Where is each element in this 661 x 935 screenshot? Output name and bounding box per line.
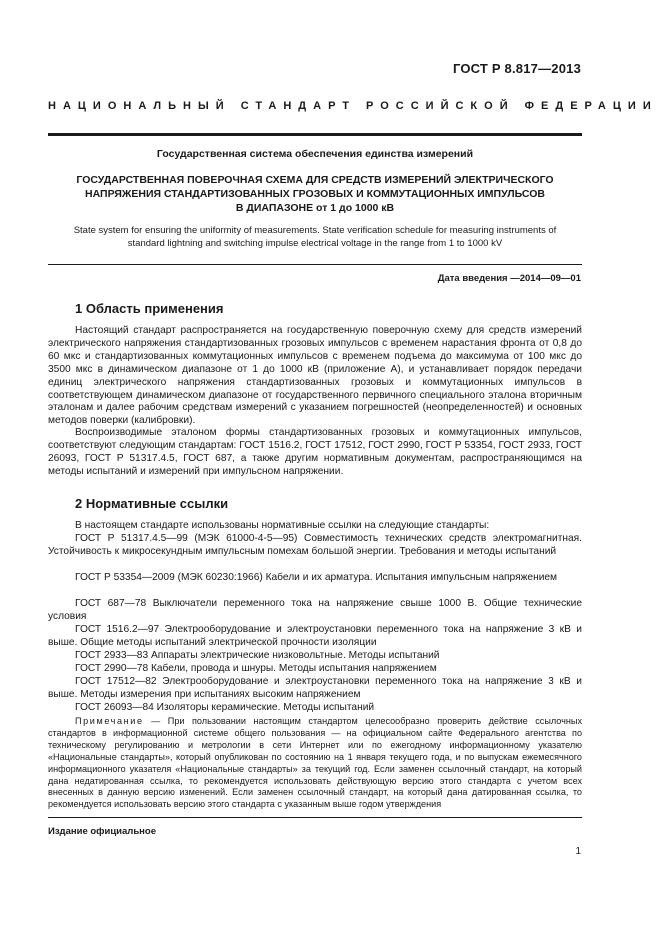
section-2-intro-text: В настоящем стандарте использованы нормативные ссылки на следующие стандарты: — [75, 520, 490, 531]
main-title-en-line2: standard lightning and switching impulse electrical voltage in the range from 1 to 1000 kV — [127, 238, 503, 249]
system-title: Государственная система обеспечения единства измерений — [156, 148, 474, 160]
reference-text: ГОСТ 2933—83 Аппараты электрические низковольтные. Методы испытаний — [75, 650, 440, 661]
reference-item — [48, 650, 582, 663]
reference-text: ГОСТ Р 51317.4.5—99 (МЭК 61000-4-5—95) Совместимость технических средств электромагнитная. Устойчивость к микросекундным импульсным помехам большой энергии. Требования и методы испытаний — [48, 533, 582, 557]
footer-divider — [48, 817, 582, 818]
reference-item — [48, 702, 582, 715]
main-title-ru — [48, 173, 582, 215]
official-edition-label: Издание официальное — [48, 826, 156, 837]
references-note — [48, 716, 582, 811]
reference-item — [48, 533, 582, 559]
note-label: Примечание — [75, 716, 144, 726]
section-1-paragraph-2-text: Воспроизводимые эталоном формы стандартизованных грозовых и коммутационных импульсов, соответствуют следующим стандартам: ГОСТ 1516.2, ГОСТ 17512, ГОСТ 2990, ГОСТ Р 53354, ГОСТ 2933, ГОСТ 26093, ГОСТ Р 51317.4.5, ГОСТ 687, а также другим нормативным документам, распространяющимся на методы испытаний и измерений при импульсном напряжении. — [48, 427, 582, 477]
standard-code: ГОСТ Р 8.817—2013 — [452, 61, 581, 76]
section-1-paragraph-1-text: Настоящий стандарт распространяется на государственную поверочную схему для средств измерений электрического напряжения стандартизованных грозовых импульсов с временем нарастания фронта от 0,8 до 60 мкс и стандартизованных коммутационных импульсов с временем подъема до максимума от 100 мкс до 3500 мкс в динамическом диапазоне от 1 до 1000 кВ (приложение А), и устанавливает порядок передачи единиц электрического напряжения стандартизованных грозовых и коммутационных импульсов в соответствующем динамическом диапазоне от государственного первичного специального эталона вторичным эталонам и далее рабочим средствам измерений с указанием погрешностей (неопределенностей) и основных методов поверки (калибровки). — [48, 325, 582, 427]
introduction-date: Дата введения —2014—09—01 — [437, 273, 581, 284]
national-standard-banner: НАЦИОНАЛЬНЫЙ СТАНДАРТ РОССИЙСКОЙ ФЕДЕРАЦИИ — [48, 100, 658, 112]
reference-text: ГОСТ 26093—84 Изоляторы керамические. Методы испытаний — [75, 702, 375, 713]
section-1-paragraph-2 — [48, 427, 582, 479]
reference-item — [48, 624, 582, 650]
reference-text: ГОСТ 1516.2—97 Электрооборудование и электроустановки переменного тока на напряжение 3 кВ и выше. Общие методы испытаний электрической прочности изоляции — [48, 624, 582, 648]
main-title-ru-line3: В ДИАПАЗОНЕ от 1 до 1000 кВ — [235, 202, 395, 214]
reference-text: ГОСТ Р 53354—2009 (МЭК 60230:1966) Кабели и их арматура. Испытания импульсным напряжением — [75, 572, 558, 583]
reference-item — [48, 598, 582, 624]
main-title-en-line1: State system for ensuring the uniformity of measurements. State verification schedule for measuring instruments of — [73, 225, 557, 236]
note-text: — При пользовании настоящим стандартом целесообразно проверить действие ссылочных стандартов в информационной системе общего пользования — на официальном сайте Федерального агентства по техническому регулированию и метрологии в сети Интернет или по ежегодному информационному указателю «Национальные стандарты», который опубликован по состоянию на 1 января текущего года, и по выпускам ежемесячного информационного указателя «Национальные стандарты» за текущий год. Если заменен ссылочный стандарт, на который дана недатированная ссылка, то рекомендуется использовать действующую версию этого стандарта с учетом всех внесенных в данную версию изменений. Если заменен ссылочный стандарт, на который дана датированная ссылка, то рекомендуется использовать версию этого стандарта с указанным выше годом утверждения — [48, 716, 582, 810]
reference-text: ГОСТ 17512—82 Электрооборудование и электроустановки переменного тока на напряжение 3 кВ и выше. Методы измерения при испытаниях высоким напряжением — [48, 676, 582, 700]
header-divider — [48, 133, 582, 136]
section-2-intro — [48, 520, 582, 533]
main-title-en — [48, 224, 582, 250]
reference-text: ГОСТ 687—78 Выключатели переменного тока на напряжение свыше 1000 В. Общие технические условия — [48, 598, 582, 622]
reference-item — [48, 572, 582, 585]
section-1-paragraph-1 — [48, 325, 582, 428]
page-number: 1 — [575, 846, 581, 857]
main-title-ru-line2: НАПРЯЖЕНИЯ СТАНДАРТИЗОВАННЫХ ГРОЗОВЫХ И КОММУТАЦИОННЫХ ИМПУЛЬСОВ — [85, 188, 545, 200]
reference-item — [48, 676, 582, 702]
reference-item — [48, 663, 582, 676]
main-title-ru-line1: ГОСУДАРСТВЕННАЯ ПОВЕРОЧНАЯ СХЕМА ДЛЯ СРЕДСТВ ИЗМЕРЕНИЙ ЭЛЕКТРИЧЕСКОГО — [76, 174, 554, 186]
reference-text: ГОСТ 2990—78 Кабели, провода и шнуры. Методы испытания напряжением — [75, 663, 437, 674]
section-1-heading: 1 Область применения — [75, 301, 224, 316]
section-2-heading: 2 Нормативные ссылки — [75, 496, 229, 511]
title-divider — [48, 264, 582, 265]
